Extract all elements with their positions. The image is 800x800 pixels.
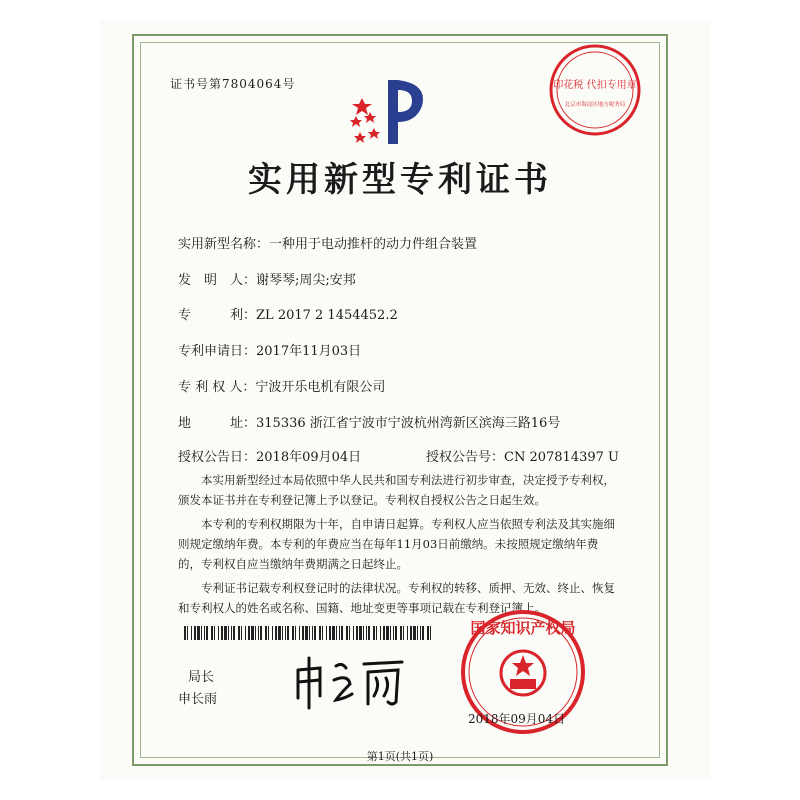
certificate-body: [178, 470, 618, 622]
field-value: 2018年09月04日: [256, 450, 362, 465]
field-value: CN 207814397 U: [504, 450, 619, 465]
field-label: 专 利 权 人：: [178, 380, 256, 395]
field-label: 实用新型名称：: [178, 237, 270, 252]
director-title: 局长: [188, 670, 215, 685]
field-grant-number: [426, 446, 619, 465]
field-label: 专 利：: [178, 308, 257, 323]
field-value: 宁波开乐电机有限公司: [255, 380, 386, 395]
field-value: 2017年11月03日: [256, 344, 362, 359]
field-inventor: [178, 269, 356, 288]
field-patent-number: [178, 304, 398, 323]
body-paragraph: 本专利的专利权期限为十年，自申请日起算。专利权人应当依照专利法及其实施细则规定缴纳年费。本专利的年费应当在每年11月03日前缴纳。未按照规定缴纳年费的，专利权自应当缴纳年费期满之日起终止。: [178, 517, 615, 571]
field-label: 授权公告日：: [178, 450, 257, 465]
field-grant-date: [178, 446, 361, 465]
field-utility-model-name: [178, 233, 477, 252]
director-name: 申长雨: [178, 692, 218, 707]
field-value: 315336 浙江省宁波市宁波杭州湾新区滨海三路16号: [256, 416, 561, 431]
certificate-title: 实用新型专利证书: [248, 160, 552, 200]
tax-seal-text: 北京市海淀区地方税务局: [564, 102, 626, 108]
field-label: 地 址：: [178, 416, 257, 431]
field-patent-holder: [178, 376, 385, 395]
field-value: 一种用于电动推杆的动力件组合装置: [269, 237, 478, 252]
field-label: 专利申请日：: [178, 344, 257, 359]
field-value: 谢琴琴;周尖;安邦: [256, 273, 356, 288]
certificate-number: 证书号第7804064号: [170, 77, 296, 91]
field-value: ZL 2017 2 1454452.2: [256, 308, 398, 323]
barcode-icon: [184, 626, 436, 640]
body-paragraph: 专利证书记载专利权登记时的法律状况。专利权的转移、质押、无效、终止、恢复和专利权人的姓名或名称、国籍、地址变更等事项记载在专利登记簿上。: [178, 581, 615, 615]
director-signature-icon: [290, 650, 410, 710]
seal-date: 2018年09月04日: [468, 712, 566, 726]
tax-seal-inner-text: 印花税 代扣专用章: [553, 80, 637, 91]
tax-seal-icon: [545, 40, 645, 140]
page-indicator: 第1页(共1页): [366, 750, 434, 763]
field-label: 授权公告号：: [426, 450, 505, 465]
field-filing-date: [178, 340, 361, 359]
patent-office-logo-icon: [340, 72, 440, 152]
sipo-seal-text: 国家知识产权局: [470, 619, 576, 637]
body-paragraph: 本实用新型经过本局依照中华人民共和国专利法进行初步审查，决定授予专利权，颁发本证书并在专利登记簿上予以登记。专利权自授权公告之日起生效。: [178, 473, 615, 507]
field-address: [178, 412, 560, 431]
field-label: 发 明 人：: [178, 273, 257, 288]
